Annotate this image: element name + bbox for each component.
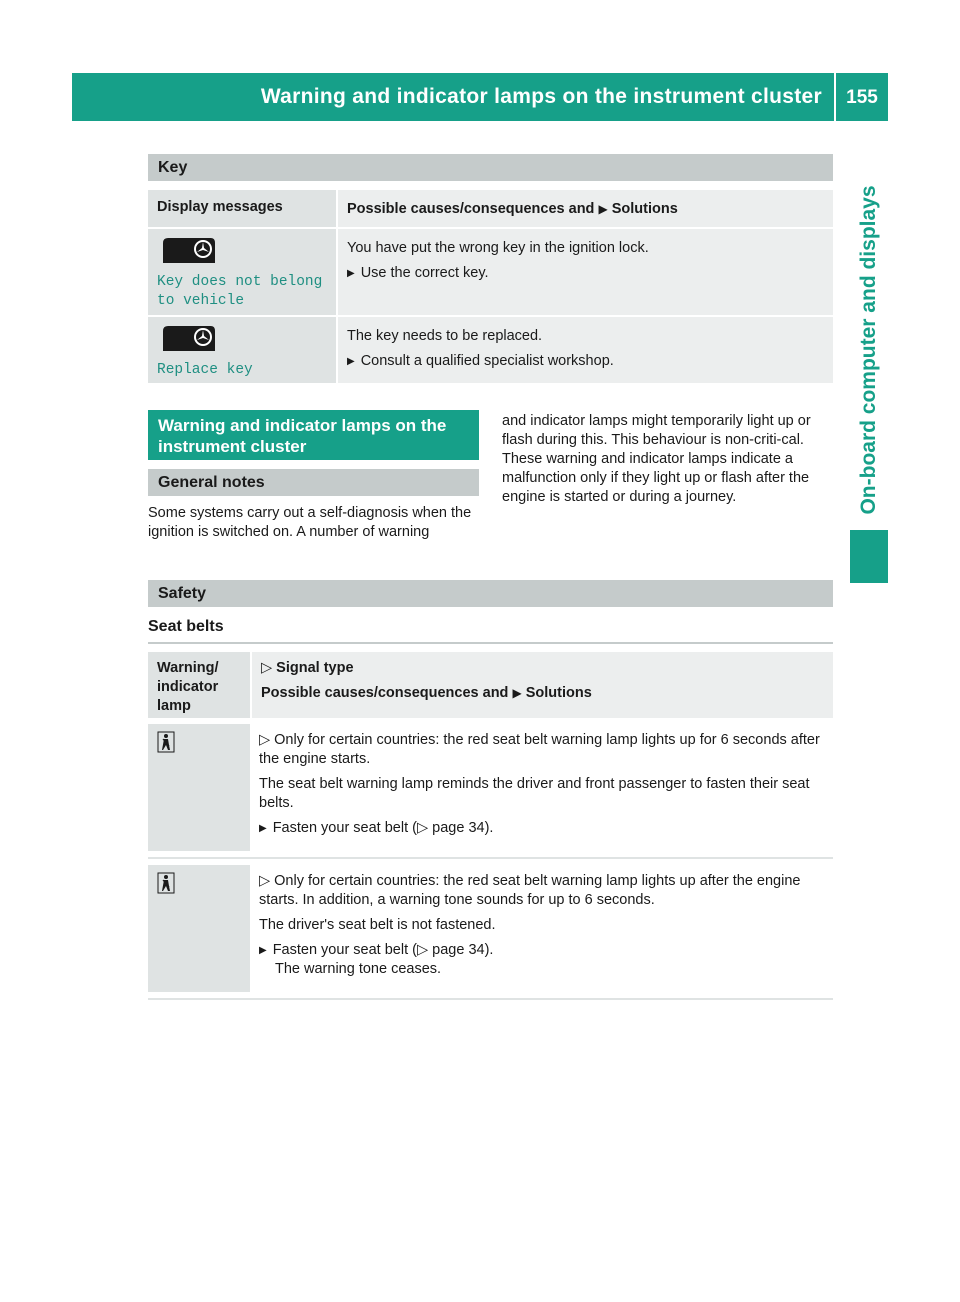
solution-step — [259, 819, 824, 838]
cause-cell — [336, 317, 833, 383]
signal-text: Only for certain countries: the red seat belt warning lamp lights up for 6 seconds after the engine starts. — [259, 732, 820, 767]
step-text: Fasten your seat belt ( — [272, 820, 417, 836]
chapter-label: On-board computer and displays — [857, 185, 880, 515]
message-cell — [148, 317, 336, 383]
key-section-title: Key — [148, 154, 833, 181]
message-cell — [148, 229, 336, 315]
message-line1: Replace key — [157, 362, 253, 378]
seat-table-header — [148, 652, 833, 718]
table-row — [148, 718, 833, 859]
col-header-text: Possible causes/consequences and — [261, 685, 509, 701]
page-header — [72, 73, 888, 121]
chapter-marker — [850, 530, 888, 583]
key-table-header — [148, 188, 833, 227]
ref-arrow-icon: ▷ — [416, 942, 429, 958]
page-title: Warning and indicator lamps on the instrument cluster — [260, 85, 822, 108]
seat-belt-icon — [157, 731, 175, 753]
heading-line1: Warning and indicator lamps on the — [158, 416, 447, 435]
cause-text: The key needs to be replaced. — [347, 328, 543, 344]
page-link[interactable]: page 34). — [432, 942, 494, 958]
cause-text: You have put the wrong key in the ignition lock. — [347, 240, 649, 256]
col-lamp: Warning/ indicator lamp — [148, 652, 250, 718]
step-text: Fasten your seat belt ( — [272, 942, 417, 958]
lamp-cell — [148, 724, 250, 851]
seat-belts-title: Seat belts — [148, 618, 833, 644]
col-header-solutions: Solutions — [525, 685, 592, 701]
solution-step: ▶ Consult a qualified specialist workshop. — [347, 352, 824, 371]
signal-icon: ▷ — [259, 732, 271, 748]
col-header-solutions: Solutions — [611, 201, 678, 217]
signal-icon: ▷ — [261, 660, 273, 676]
signal-type-label: Signal type — [276, 660, 354, 676]
signal-text: Only for certain countries: the red seat belt warning lamp lights up after the engine starts. In addition, a warning tone sounds for up to 6 seconds. — [259, 873, 801, 908]
signal-icon: ▷ — [259, 873, 271, 889]
right-paragraph: and indicator lamps might temporarily light up or flash during this. This behaviour is non-criti-cal. These warning and indicator lamps indicate a malfunction only if they light up or flash after the engine is started or during a journey. — [502, 413, 811, 505]
arrow-icon: ▶ — [512, 686, 522, 700]
description-cell — [250, 724, 833, 851]
cause-cell — [336, 229, 833, 315]
description-cell — [250, 865, 833, 992]
general-notes-title: General notes — [148, 469, 479, 496]
mercedes-key-icon — [157, 323, 217, 355]
lamp-cell — [148, 865, 250, 992]
key-table — [148, 188, 833, 383]
table-row — [148, 227, 833, 315]
message-line1: Key does not belong — [157, 274, 323, 290]
cause-text: The seat belt warning lamp reminds the driver and front passenger to fasten their seat belts. — [259, 776, 810, 811]
seat-belt-icon — [157, 872, 175, 894]
solution-step: ▶ Use the correct key. — [347, 264, 824, 283]
result-note: The warning tone ceases. — [275, 961, 442, 977]
message-line2: to vehicle — [157, 293, 245, 309]
page-link[interactable]: page 34). — [432, 820, 494, 836]
safety-title: Safety — [148, 580, 833, 607]
col-causes-solutions — [336, 190, 833, 227]
left-paragraph: Some systems carry out a self-diagnosis when the ignition is switched on. A number of warning — [148, 505, 472, 540]
page-number: 155 — [846, 87, 878, 108]
table-row — [148, 859, 833, 1000]
ref-arrow-icon: ▷ — [416, 820, 429, 836]
solution-step — [259, 941, 824, 960]
col-display-messages: Display messages — [148, 190, 336, 227]
cause-text: The driver's seat belt is not fastened. — [259, 917, 496, 933]
mercedes-key-icon — [157, 235, 217, 267]
seat-belt-table — [148, 652, 833, 1000]
col-signal-causes — [250, 652, 833, 718]
heading-line2: instrument cluster — [158, 437, 307, 456]
section-heading — [148, 410, 479, 460]
arrow-icon: ▶ — [598, 202, 608, 216]
table-row — [148, 315, 833, 383]
col-header-text: Possible causes/consequences and — [347, 201, 595, 217]
